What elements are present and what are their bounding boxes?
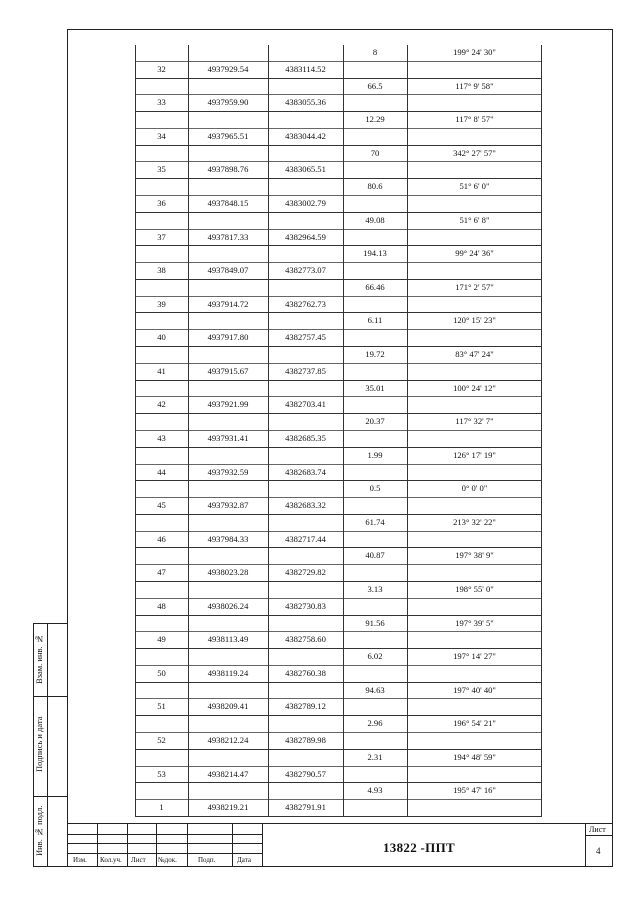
table-row-point — [135, 196, 542, 213]
point-y-coordinate: 4383002.79 — [285, 198, 326, 209]
table-row-point — [135, 129, 542, 146]
point-y-coordinate: 4382683.32 — [285, 500, 326, 511]
table-row-segment — [135, 783, 542, 800]
segment-direction-angle: 0° 0' 0" — [461, 483, 488, 494]
point-number: 37 — [157, 231, 166, 242]
table-row-point — [135, 733, 542, 750]
segment-length: 94.63 — [365, 684, 385, 695]
segment-length: 20.37 — [365, 416, 385, 427]
point-x-coordinate: 4937932.87 — [207, 500, 249, 511]
segment-length: 49.08 — [365, 214, 385, 225]
table-row-segment — [135, 381, 542, 398]
point-number: 40 — [157, 332, 166, 343]
point-number: 52 — [157, 734, 166, 745]
point-y-coordinate: 4382789.12 — [285, 701, 326, 712]
table-row-segment — [135, 347, 542, 364]
table-row-segment — [135, 146, 542, 163]
sheet-number: 4 — [596, 846, 601, 856]
table-row-point — [135, 666, 542, 683]
segment-direction-angle: 100° 24' 12" — [453, 382, 496, 393]
segment-direction-angle: 197° 38' 9" — [455, 550, 494, 561]
point-number: 42 — [157, 399, 166, 410]
segment-length: 1.99 — [367, 449, 383, 460]
table-row-point — [135, 162, 542, 179]
segment-direction-angle: 197° 39' 5" — [455, 617, 494, 628]
point-x-coordinate: 4937921.99 — [207, 399, 249, 410]
segment-length: 0.5 — [369, 483, 381, 494]
point-y-coordinate: 4382730.83 — [285, 600, 326, 611]
stamp-col — [97, 823, 98, 867]
segment-direction-angle: 197° 40' 40" — [453, 684, 496, 695]
point-y-coordinate: 4382703.41 — [285, 399, 326, 410]
point-y-coordinate: 4382773.07 — [285, 265, 326, 276]
point-x-coordinate: 4938214.47 — [207, 768, 249, 779]
point-x-coordinate: 4937931.41 — [207, 432, 249, 443]
segment-direction-angle: 199° 24' 30" — [453, 47, 496, 57]
point-y-coordinate: 4383065.51 — [285, 164, 326, 175]
segment-direction-angle: 51° 6' 8" — [459, 214, 490, 225]
point-number: 48 — [157, 600, 166, 611]
table-row-point — [135, 397, 542, 414]
stamp-izm-label: Изм. — [73, 856, 87, 864]
table-row-point — [135, 330, 542, 347]
table-row-point — [135, 297, 542, 314]
table-row-point — [135, 599, 542, 616]
point-number: 46 — [157, 533, 166, 544]
point-number: 32 — [157, 63, 166, 74]
point-number: 1 — [159, 802, 164, 813]
stamp-line — [585, 835, 613, 836]
stamp-list-label: Лист — [131, 856, 146, 864]
point-number: 43 — [157, 432, 166, 443]
stamp-data-label: Дата — [237, 856, 251, 864]
segment-direction-angle: 126° 17' 19" — [453, 449, 496, 460]
stamp-podp-label: Подп. — [198, 856, 216, 864]
segment-length: 6.11 — [367, 315, 383, 326]
segment-length: 66.46 — [365, 281, 385, 292]
segment-direction-angle: 117° 9' 58" — [455, 80, 494, 91]
segment-length: 3.13 — [367, 583, 383, 594]
sheet-label: Лист — [589, 825, 606, 834]
point-x-coordinate: 4937965.51 — [207, 130, 249, 141]
table-row-segment — [135, 79, 542, 96]
point-x-coordinate: 4937917.80 — [207, 332, 249, 343]
table-row-point — [135, 230, 542, 247]
point-x-coordinate: 4937849.07 — [207, 265, 249, 276]
side-panel-divider — [47, 624, 48, 866]
table-row-segment — [135, 515, 542, 532]
table-row-point — [135, 62, 542, 79]
table-row-point — [135, 565, 542, 582]
stamp-col — [156, 823, 157, 867]
table-row-segment — [135, 683, 542, 700]
segment-direction-angle: 51° 6' 0" — [459, 181, 490, 192]
segment-direction-angle: 198° 55' 0" — [455, 583, 494, 594]
segment-direction-angle: 196° 54' 21" — [453, 718, 496, 729]
stamp-col — [232, 823, 233, 867]
table-row-point — [135, 263, 542, 280]
table-row-point — [135, 364, 542, 381]
point-x-coordinate: 4937984.33 — [207, 533, 249, 544]
document-code: 13822 -ППТ — [383, 840, 455, 855]
point-number: 41 — [157, 365, 166, 376]
table-row-point — [135, 465, 542, 482]
stamp-ndok-label: №док. — [158, 856, 177, 864]
segment-direction-angle: 195° 47' 16" — [453, 785, 496, 796]
point-number: 38 — [157, 265, 166, 276]
point-number: 36 — [157, 198, 166, 209]
table-row-point — [135, 431, 542, 448]
table-row-segment — [135, 414, 542, 431]
table-row-point — [135, 767, 542, 784]
point-y-coordinate: 4382758.60 — [285, 634, 326, 645]
point-number: 47 — [157, 567, 166, 578]
point-x-coordinate: 4937915.67 — [207, 365, 249, 376]
segment-direction-angle: 213° 32' 22" — [453, 516, 496, 527]
table-row-point — [135, 632, 542, 649]
stamp-col — [262, 823, 263, 867]
stamp-col — [585, 823, 586, 867]
point-y-coordinate: 4382790.57 — [285, 768, 326, 779]
point-y-coordinate: 4383055.36 — [285, 97, 326, 108]
segment-length: 12.29 — [365, 114, 385, 125]
point-number: 44 — [157, 466, 166, 477]
point-number: 53 — [157, 768, 166, 779]
segment-length: 80.6 — [367, 181, 383, 192]
point-x-coordinate: 4938219.21 — [207, 802, 249, 813]
segment-length: 66.5 — [367, 80, 383, 91]
segment-length: 2.31 — [367, 751, 383, 762]
point-x-coordinate: 4937817.33 — [207, 231, 249, 242]
table-row-point — [135, 699, 542, 716]
point-x-coordinate: 4937914.72 — [207, 298, 249, 309]
segment-direction-angle: 342° 27' 57" — [453, 147, 496, 158]
point-y-coordinate: 4383114.52 — [285, 63, 326, 74]
segment-direction-angle: 171° 2' 57" — [455, 281, 494, 292]
coordinates-table — [135, 45, 542, 817]
point-y-coordinate: 4383044.42 — [285, 130, 326, 141]
segment-direction-angle: 99° 24' 36" — [455, 248, 494, 259]
point-y-coordinate: 4382964.59 — [285, 231, 326, 242]
point-x-coordinate: 4937848.15 — [207, 198, 249, 209]
segment-direction-angle: 197° 14' 27" — [453, 651, 496, 662]
segment-length: 2.96 — [367, 718, 383, 729]
segment-length: 8 — [372, 47, 378, 57]
segment-length: 194.13 — [363, 248, 387, 259]
table-row-segment — [135, 750, 542, 767]
point-number: 39 — [157, 298, 166, 309]
point-number: 33 — [157, 97, 166, 108]
stamp-kol-uch-label: Кол.уч. — [100, 856, 122, 864]
point-number: 34 — [157, 130, 166, 141]
segment-length: 6.02 — [367, 651, 383, 662]
point-number: 35 — [157, 164, 166, 175]
point-y-coordinate: 4382789.98 — [285, 734, 326, 745]
table-row-segment — [135, 448, 542, 465]
point-y-coordinate: 4382757.45 — [285, 332, 326, 343]
segment-direction-angle: 117° 32' 7" — [455, 416, 494, 427]
inv-podl-label: Инв. № подл. — [34, 805, 44, 857]
table-row-segment — [135, 548, 542, 565]
table-row-line — [135, 816, 542, 817]
table-row-segment — [135, 716, 542, 733]
stamp-top-line — [67, 823, 613, 824]
point-x-coordinate: 4938212.24 — [207, 734, 249, 745]
table-row-segment — [135, 280, 542, 297]
title-block — [67, 823, 613, 867]
table-row-segment — [135, 616, 542, 633]
table-row-segment — [135, 246, 542, 263]
segment-length: 70 — [370, 147, 380, 158]
table-row-segment — [135, 481, 542, 498]
point-x-coordinate: 4937929.54 — [207, 63, 249, 74]
table-row-segment — [135, 213, 542, 230]
segment-length: 40.87 — [365, 550, 385, 561]
point-x-coordinate: 4938209.41 — [207, 701, 249, 712]
table-row-segment — [135, 313, 542, 330]
table-row-segment — [135, 179, 542, 196]
segment-length: 61.74 — [365, 516, 385, 527]
point-y-coordinate: 4382760.38 — [285, 667, 326, 678]
segment-length: 91.56 — [365, 617, 385, 628]
table-row-segment — [135, 649, 542, 666]
table-row-point — [135, 95, 542, 112]
point-y-coordinate: 4382729.82 — [285, 567, 326, 578]
point-x-coordinate: 4937932.59 — [207, 466, 249, 477]
table-row-point — [135, 800, 542, 817]
segment-length: 19.72 — [365, 349, 385, 360]
point-y-coordinate: 4382762.73 — [285, 298, 326, 309]
table-row-point — [135, 498, 542, 515]
point-number: 49 — [157, 634, 166, 645]
point-y-coordinate: 4382717.44 — [285, 533, 326, 544]
segment-length: 4.93 — [367, 785, 383, 796]
segment-direction-angle: 194° 48' 59" — [453, 751, 496, 762]
point-x-coordinate: 4937959.90 — [207, 97, 249, 108]
vzam-inv-label: Взам. инв. № — [34, 634, 44, 684]
point-number: 51 — [157, 701, 166, 712]
point-y-coordinate: 4382683.74 — [285, 466, 326, 477]
table-row-point — [135, 532, 542, 549]
point-y-coordinate: 4382791.91 — [285, 802, 326, 813]
point-x-coordinate: 4938026.24 — [207, 600, 249, 611]
point-y-coordinate: 4382737.85 — [285, 365, 326, 376]
point-x-coordinate: 4938113.49 — [207, 634, 249, 645]
point-x-coordinate: 4938023.28 — [207, 567, 249, 578]
point-number: 50 — [157, 667, 166, 678]
point-x-coordinate: 4938119.24 — [207, 667, 249, 678]
segment-direction-angle: 120° 15' 23" — [453, 315, 496, 326]
podpis-data-label: Подпись и дата — [34, 716, 44, 772]
point-y-coordinate: 4382685.35 — [285, 432, 326, 443]
stamp-col — [187, 823, 188, 867]
point-x-coordinate: 4937898.76 — [207, 164, 249, 175]
point-number: 45 — [157, 500, 166, 511]
table-row-segment — [135, 582, 542, 599]
segment-direction-angle: 117° 8' 57" — [455, 114, 494, 125]
segment-direction-angle: 83° 47' 24" — [455, 349, 494, 360]
table-row-segment — [135, 112, 542, 129]
segment-length: 35.01 — [365, 382, 385, 393]
table-row-segment — [135, 45, 542, 62]
stamp-col — [127, 823, 128, 867]
